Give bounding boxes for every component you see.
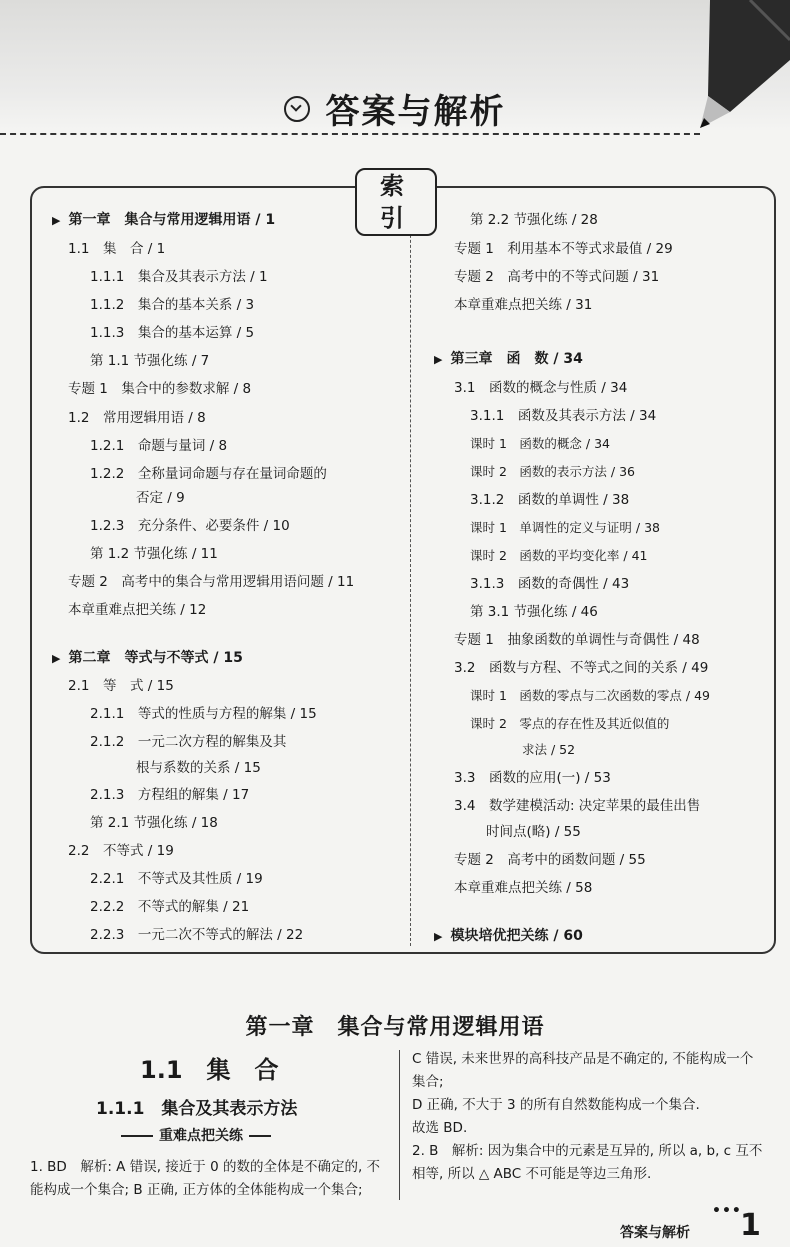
toc-item[interactable]: 2.1 等 式 / 15 — [68, 678, 174, 694]
toc-item[interactable]: 课时 1 函数的概念 / 34 — [470, 436, 610, 451]
footer-dots: ••• — [712, 1203, 742, 1219]
toc-item[interactable]: 3.1 函数的概念与性质 / 34 — [454, 380, 628, 396]
toc-item[interactable]: 专题 2 高考中的函数问题 / 55 — [454, 852, 646, 868]
section-title: 1.1 集 合 — [140, 1056, 279, 1084]
toc-item[interactable]: 2.1.3 方程组的解集 / 17 — [90, 787, 250, 803]
index-badge — [355, 168, 437, 232]
toc-item[interactable]: 根与系数的关系 / 15 — [136, 760, 261, 776]
toc-item[interactable]: 1.2 常用逻辑用语 / 8 — [68, 410, 206, 426]
toc-item[interactable]: 否定 / 9 — [136, 490, 185, 506]
toc-item[interactable]: 3.1.1 函数及其表示方法 / 34 — [470, 408, 657, 424]
toc-item[interactable]: 专题 1 抽象函数的单调性与奇偶性 / 48 — [454, 632, 700, 648]
chapter-title: 第一章 集合与常用逻辑用语 — [245, 1015, 545, 1040]
toc-item[interactable]: 本章重难点把关练 / 12 — [68, 602, 207, 618]
toc-chapter-1[interactable]: ▶ 第一章 集合与常用逻辑用语 / 1 — [52, 211, 275, 230]
toc-item[interactable]: 专题 1 利用基本不等式求最值 / 29 — [454, 241, 673, 257]
page-header — [0, 84, 790, 132]
answer-line: 2. B 解析: 因为集合中的元素是互异的, 所以 a, b, c 互不 — [412, 1143, 763, 1159]
toc-item[interactable]: 2.2 不等式 / 19 — [68, 843, 174, 859]
toc-item[interactable]: 本章重难点把关练 / 58 — [454, 880, 593, 896]
index-column-divider — [410, 200, 411, 946]
answer-left-column — [30, 1156, 392, 1202]
toc-item[interactable]: 1.1 集 合 / 1 — [68, 241, 166, 257]
footer-label: 答案与解析 — [620, 1225, 690, 1241]
index-badge-label: 索引 — [355, 168, 437, 236]
toc-item[interactable]: 2.1.2 一元二次方程的解集及其 — [90, 734, 287, 750]
subsection-title: 1.1.1 集合及其表示方法 — [96, 1099, 298, 1119]
toc-item[interactable]: 1.1.2 集合的基本关系 / 3 — [90, 297, 255, 313]
toc-item[interactable]: 2.2.1 不等式及其性质 / 19 — [90, 871, 263, 887]
toc-item[interactable]: 时间点(略) / 55 — [486, 824, 581, 840]
answer-line: 故选 BD. — [412, 1120, 468, 1136]
toc-module[interactable]: ▶ 模块培优把关练 / 60 — [434, 927, 583, 946]
answer-line: 相等, 所以 △ ABC 不可能是等边三角形. — [412, 1166, 652, 1182]
toc-item[interactable]: 第 1.2 节强化练 / 11 — [90, 546, 218, 562]
toc-item[interactable]: 2.2.2 不等式的解集 / 21 — [90, 899, 250, 915]
toc-item[interactable]: 2.2.3 一元二次不等式的解法 / 22 — [90, 927, 304, 943]
toc-item[interactable]: 3.1.3 函数的奇偶性 / 43 — [470, 576, 630, 592]
toc-item[interactable]: 课时 1 函数的零点与二次函数的零点 / 49 — [470, 688, 710, 703]
page-number: 1 — [740, 1208, 761, 1243]
toc-chapter-2[interactable]: ▶ 第二章 等式与不等式 / 15 — [52, 649, 243, 668]
toc-item[interactable]: 课时 2 函数的表示方法 / 36 — [470, 464, 635, 479]
toc-chapter-3[interactable]: ▶ 第三章 函 数 / 34 — [434, 350, 583, 369]
toc-item[interactable]: 课时 2 函数的平均变化率 / 41 — [470, 548, 648, 563]
toc-item[interactable]: 1.2.1 命题与量词 / 8 — [90, 438, 228, 454]
answer-line: 1. BD 解析: A 错误, 接近于 0 的数的全体是不确定的, 不 — [30, 1159, 381, 1175]
toc-item[interactable]: 专题 2 高考中的不等式问题 / 31 — [454, 269, 660, 285]
column-divider — [399, 1050, 400, 1200]
toc-item[interactable]: 3.1.2 函数的单调性 / 38 — [470, 492, 630, 508]
answer-line: 能构成一个集合; B 正确, 正方体的全体能构成一个集合; — [30, 1182, 363, 1198]
header-divider — [0, 133, 700, 135]
toc-item[interactable]: 本章重难点把关练 / 31 — [454, 297, 593, 313]
toc-item[interactable]: 1.1.1 集合及其表示方法 / 1 — [90, 269, 268, 285]
toc-item[interactable]: 求法 / 52 — [522, 742, 576, 757]
answer-right-column — [412, 1048, 782, 1186]
answer-line: D 正确, 不大于 3 的所有自然数能构成一个集合. — [412, 1097, 700, 1113]
toc-item[interactable]: 1.1.3 集合的基本运算 / 5 — [90, 325, 255, 341]
answer-line: 集合; — [412, 1074, 444, 1090]
answer-line: C 错误, 未来世界的高科技产品是不确定的, 不能构成一个 — [412, 1051, 754, 1067]
toc-item[interactable]: 3.2 函数与方程、不等式之间的关系 / 49 — [454, 660, 709, 676]
toc-item[interactable]: 2.1.1 等式的性质与方程的解集 / 15 — [90, 706, 317, 722]
toc-item[interactable]: 1.2.2 全称量词命题与存在量词命题的 — [90, 466, 327, 482]
toc-item[interactable]: 专题 2 高考中的集合与常用逻辑用语问题 / 11 — [68, 574, 355, 590]
toc-item[interactable]: 第 1.1 节强化练 / 7 — [90, 353, 210, 369]
toc-item[interactable]: 课时 2 零点的存在性及其近似值的 — [470, 716, 670, 731]
toc-item[interactable]: 3.4 数学建模活动: 决定苹果的最佳出售 — [454, 798, 701, 814]
toc-item[interactable]: 第 2.2 节强化练 / 28 — [470, 212, 598, 228]
toc-item[interactable]: 课时 1 单调性的定义与证明 / 38 — [470, 520, 660, 535]
chevron-down-icon — [284, 96, 310, 122]
toc-item[interactable]: 第 2.1 节强化练 / 18 — [90, 815, 218, 831]
page-title: 答案与解析 — [325, 92, 506, 132]
toc-item[interactable]: 3.3 函数的应用(一) / 53 — [454, 770, 611, 786]
key-points-bar — [86, 1125, 306, 1145]
key-points-label: 重难点把关练 — [159, 1128, 243, 1144]
toc-item[interactable]: 1.2.3 充分条件、必要条件 / 10 — [90, 518, 290, 534]
toc-item[interactable]: 专题 1 集合中的参数求解 / 8 — [68, 381, 252, 397]
toc-item[interactable]: 第 3.1 节强化练 / 46 — [470, 604, 598, 620]
